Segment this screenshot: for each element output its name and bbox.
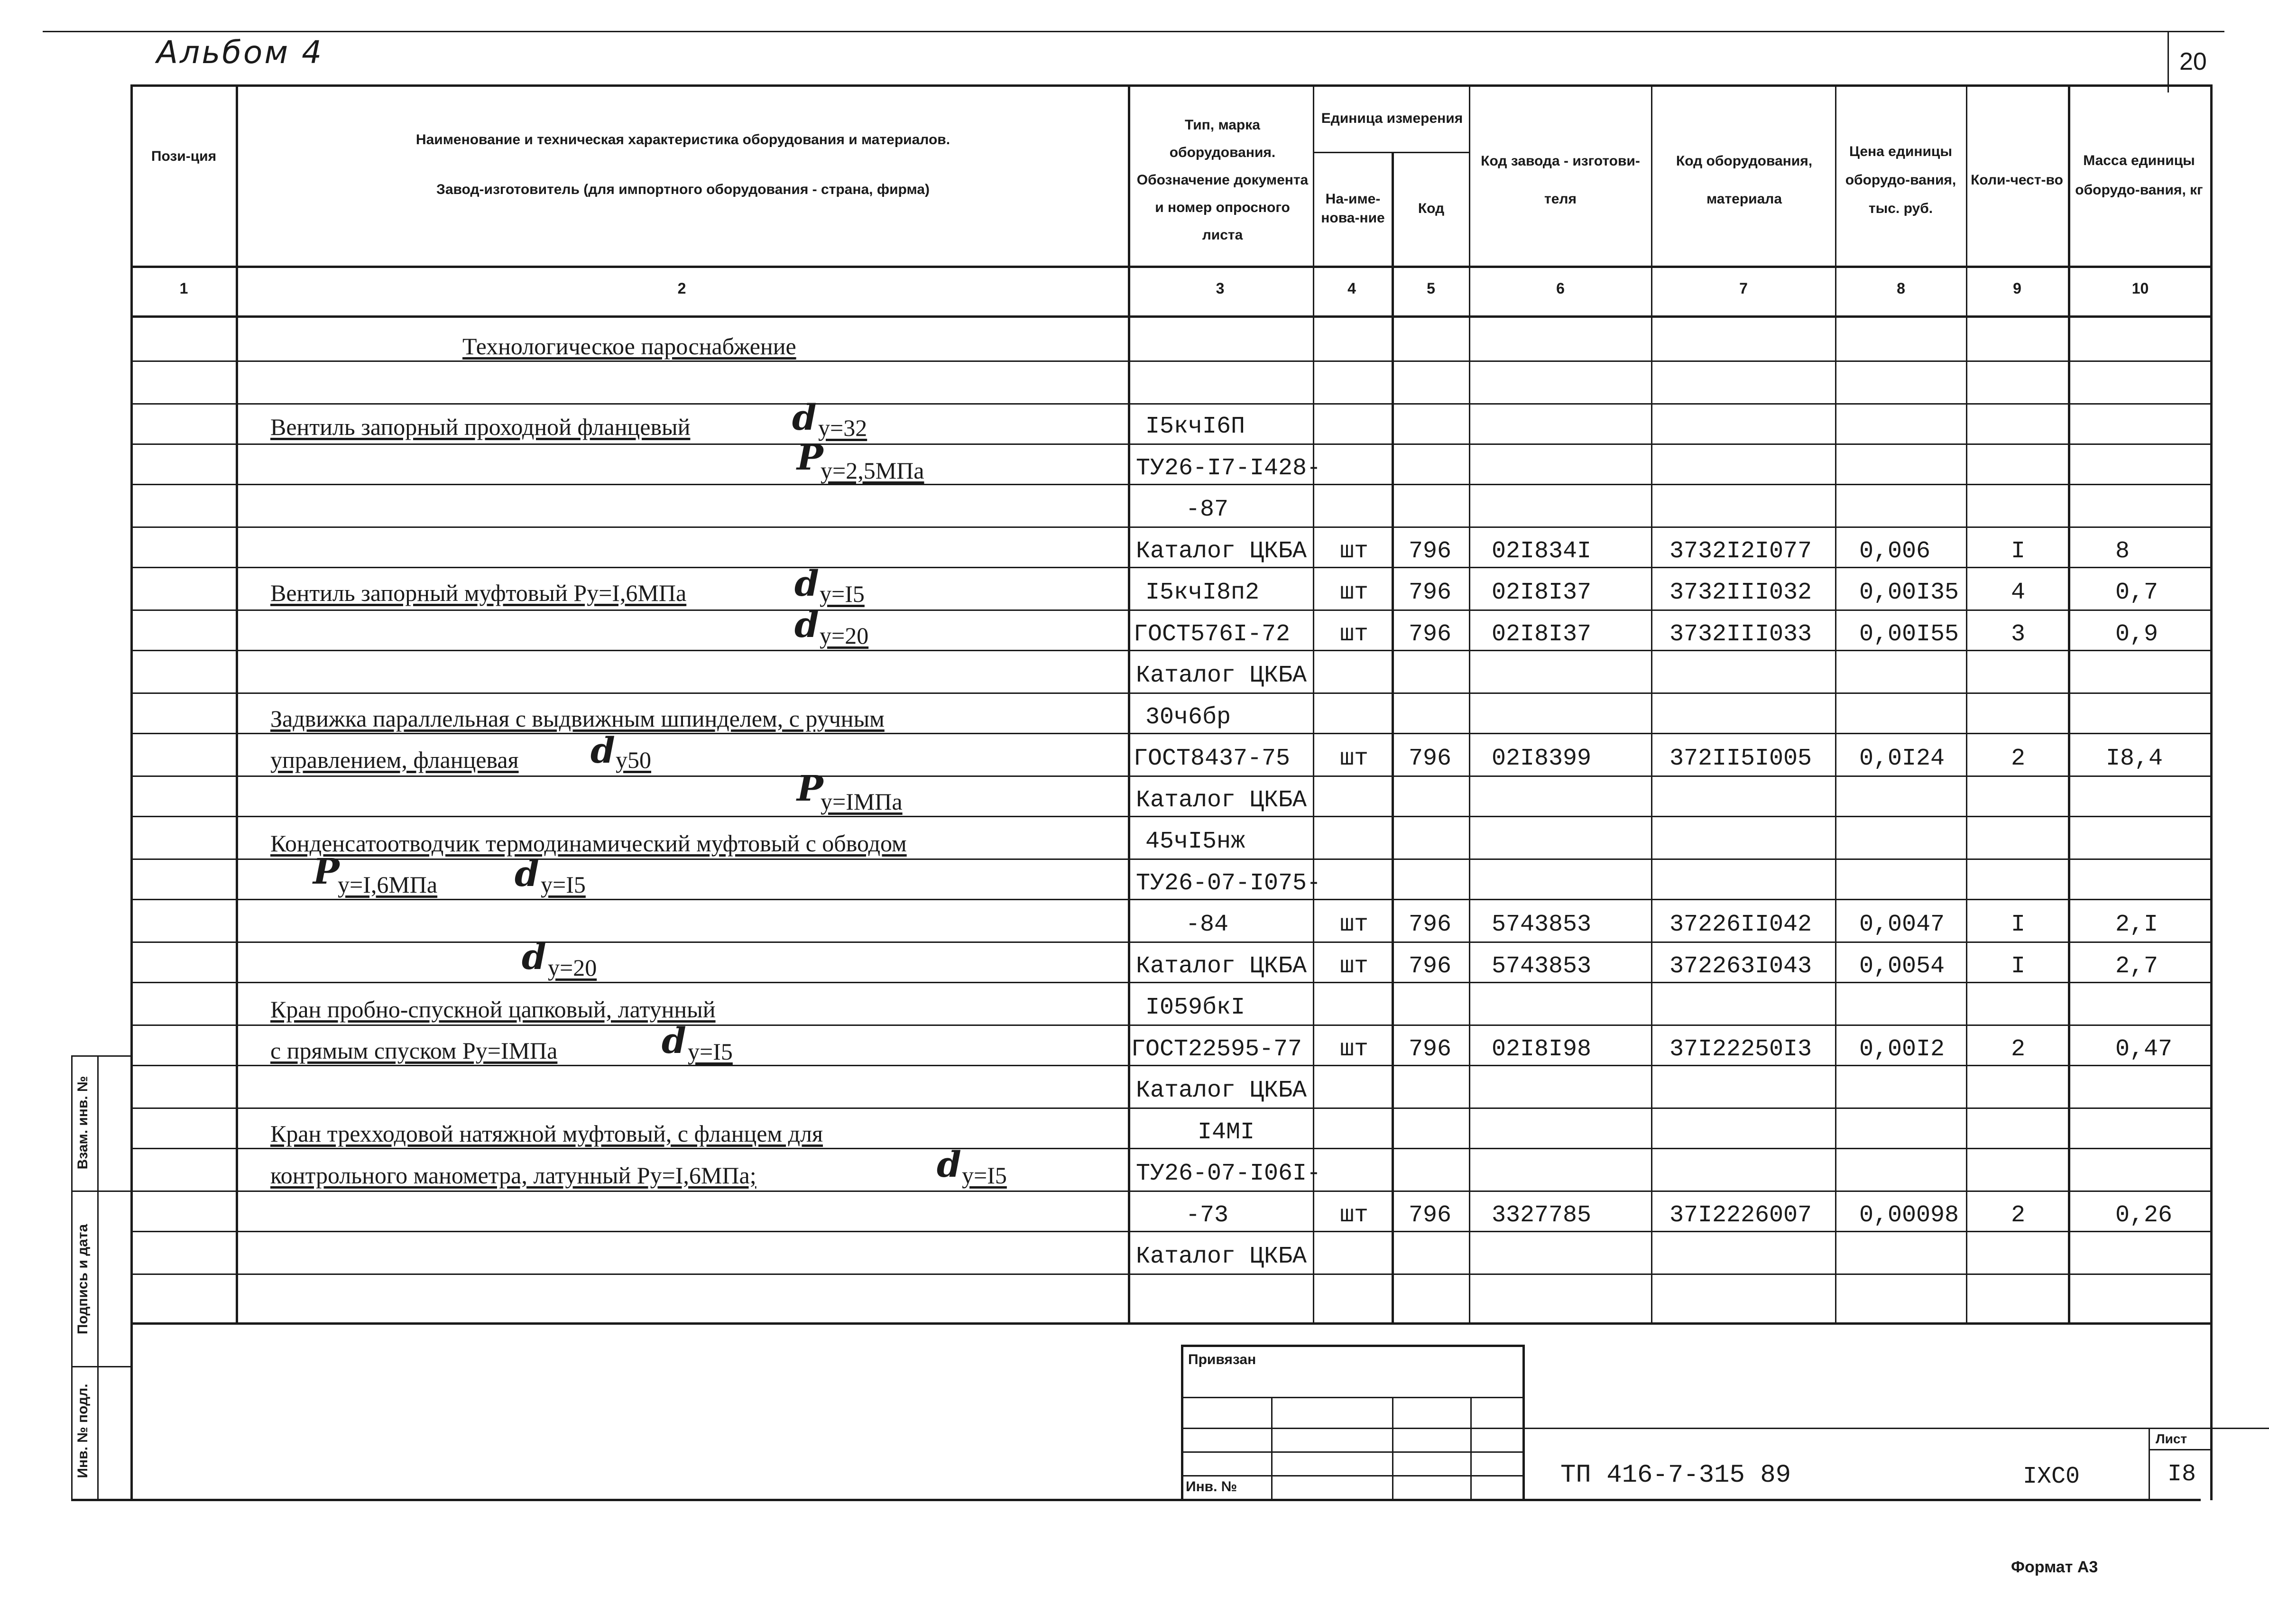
unit-code-cell: 796: [1409, 621, 1452, 648]
factory-code-cell: 02I8I37: [1492, 621, 1592, 648]
type-cell: -84: [1186, 911, 1229, 938]
equipment-code-cell: 3732III032: [1669, 579, 1812, 606]
unit-cell: шт: [1340, 579, 1369, 606]
item-description: Вентиль запорный проходной фланцевый: [270, 414, 691, 440]
stamp-inv-label: Инв. №: [1186, 1479, 1237, 1495]
unit-code-cell: 796: [1409, 953, 1452, 980]
mass-cell: 0,9: [2115, 621, 2158, 648]
quantity-cell: 4: [2011, 579, 2026, 606]
type-cell: Каталог ЦКБА: [1136, 787, 1307, 814]
type-cell: 45чI5нж: [1145, 828, 1245, 855]
mass-cell: 0,26: [2115, 1202, 2173, 1229]
item-parameter: у=32: [818, 415, 867, 441]
item-description: Кран трехходовой натяжной муфтовый, с фланцем для: [270, 1120, 823, 1147]
unit-cell: шт: [1340, 953, 1369, 980]
quantity-cell: 2: [2011, 1202, 2026, 1229]
price-cell: 0,0047: [1859, 911, 1945, 938]
price-cell: 0,006: [1859, 538, 1931, 565]
item-description: Вентиль запорный муфтовый Ру=I,6МПа: [270, 580, 687, 606]
type-cell: Каталог ЦКБА: [1136, 1243, 1307, 1270]
type-cell: 30ч6бр: [1145, 704, 1231, 731]
unit-code-cell: 796: [1409, 745, 1452, 772]
item-description: с прямым спуском Ру=IМПа: [270, 1037, 558, 1064]
quantity-cell: I: [2011, 911, 2026, 938]
type-cell: ТУ26-I7-I428-: [1136, 455, 1321, 482]
item-description: Конденсатоотводчик термодинамический муфтовый с обводом: [270, 830, 907, 857]
side-label-replacement: Взам. инв. №: [75, 1076, 91, 1170]
d-symbol: d: [792, 397, 817, 438]
price-cell: 0,00I35: [1859, 579, 1959, 606]
unit-cell: шт: [1340, 745, 1369, 772]
equipment-code-cell: 37I2226007: [1669, 1202, 1812, 1229]
equipment-code-cell: 3732I2I077: [1669, 538, 1812, 565]
price-cell: 0,00I55: [1859, 621, 1959, 648]
header-type: Тип, марка оборудования. Обозначение документа и номер опросного листа: [1136, 117, 1309, 243]
type-cell: I4МI: [1198, 1119, 1255, 1146]
header-quantity: Коли-чест-во: [1971, 172, 2063, 188]
quantity-cell: 3: [2011, 621, 2026, 648]
mass-cell: 2,I: [2115, 911, 2158, 938]
item-parameter: у=I5: [541, 871, 586, 898]
mass-cell: 8: [2115, 538, 2130, 565]
col-number: 10: [2131, 280, 2149, 297]
type-cell: -73: [1186, 1202, 1229, 1229]
col-number: 4: [1347, 280, 1356, 297]
header-mass: Масса единицы оборудо-вания, кг: [2075, 153, 2203, 198]
item-parameter: у=I5: [820, 581, 865, 607]
col-number: 7: [1739, 280, 1748, 297]
unit-cell: шт: [1340, 911, 1369, 938]
col-number: 3: [1216, 280, 1225, 297]
mass-cell: 0,47: [2115, 1036, 2173, 1063]
type-cell: ТУ26-07-I06I-: [1136, 1160, 1321, 1187]
unit-code-cell: 796: [1409, 1202, 1452, 1229]
quantity-cell: I: [2011, 953, 2026, 980]
item-parameter: у=2,5МПа: [821, 457, 924, 484]
type-cell: I059бкI: [1145, 994, 1245, 1021]
side-label-signature: Подпись и дата: [75, 1224, 91, 1335]
header-position: Пози-ция: [151, 148, 217, 164]
item-description: контрольного манометра, латунный Ру=I,6МПа;: [270, 1162, 756, 1189]
price-cell: 0,0054: [1859, 953, 1945, 980]
d-symbol: d: [937, 1144, 961, 1185]
header-unit-group: Единица измерения: [1321, 111, 1463, 126]
d-symbol: d: [515, 854, 539, 895]
factory-code-cell: 3327785: [1492, 1202, 1592, 1229]
unit-code-cell: 796: [1409, 579, 1452, 606]
factory-code-cell: 02I8399: [1492, 745, 1592, 772]
item-parameter: у=I,6МПа: [338, 871, 438, 898]
item-description: Задвижка параллельная с выдвижным шпинделем, с ручным: [270, 705, 885, 732]
type-cell: Каталог ЦКБА: [1136, 1077, 1307, 1104]
item-parameter: у=IМПа: [821, 788, 903, 815]
p-symbol: P: [797, 768, 823, 809]
item-parameter: у=I5: [962, 1162, 1007, 1189]
format-label: Формат А3: [2011, 1558, 2098, 1576]
mass-cell: 2,7: [2115, 953, 2158, 980]
sheet-number: I8: [2168, 1461, 2196, 1488]
equipment-code-cell: 372II5I005: [1669, 745, 1812, 772]
header-name-line1: Наименование и техническая характеристика оборудования и материалов.: [415, 132, 950, 148]
factory-code-cell: 02I8I37: [1492, 579, 1592, 606]
price-cell: 0,0I24: [1859, 745, 1945, 772]
unit-code-cell: 796: [1409, 911, 1452, 938]
sheet-label: Лист: [2156, 1431, 2187, 1446]
type-cell: Каталог ЦКБА: [1136, 538, 1307, 565]
factory-code-cell: 02I834I: [1492, 538, 1592, 565]
price-cell: 0,00I2: [1859, 1036, 1945, 1063]
mass-cell: 0,7: [2115, 579, 2158, 606]
col-number: 5: [1427, 280, 1435, 297]
factory-code-cell: 02I8I98: [1492, 1036, 1592, 1063]
section-title: Технологическое пароснабжение: [462, 333, 796, 360]
price-cell: 0,00098: [1859, 1202, 1959, 1229]
d-symbol: d: [662, 1021, 686, 1061]
header-name-line2: Завод-изготовитель (для импортного оборудования - страна, фирма): [436, 182, 930, 197]
type-cell: ТУ26-07-I075-: [1136, 870, 1321, 897]
mass-cell: I8,4: [2106, 745, 2163, 772]
type-cell: ГОСТ22595-77: [1131, 1036, 1302, 1063]
quantity-cell: I: [2011, 538, 2026, 565]
type-cell: ГОСТ8437-75: [1134, 745, 1291, 772]
type-cell: I5кчI6П: [1145, 413, 1245, 440]
section-code: IXC0: [2023, 1463, 2080, 1490]
p-symbol: P: [313, 851, 340, 892]
item-parameter: у=20: [548, 954, 597, 981]
unit-cell: шт: [1340, 1202, 1369, 1229]
col-number: 9: [2013, 280, 2021, 297]
equipment-code-cell: 372263I043: [1669, 953, 1812, 980]
equipment-code-cell: 37226II042: [1669, 911, 1812, 938]
type-cell: I5кчI8п2: [1145, 579, 1260, 606]
col-number: 8: [1897, 280, 1905, 297]
unit-cell: шт: [1340, 621, 1369, 648]
unit-cell: шт: [1340, 1036, 1369, 1063]
quantity-cell: 2: [2011, 745, 2026, 772]
unit-code-cell: 796: [1409, 1036, 1452, 1063]
type-cell: -87: [1186, 496, 1229, 523]
side-label-inventory: Инв. № подл.: [75, 1384, 91, 1478]
header-factory-code: Код завода - изготови-теля: [1481, 153, 1640, 207]
unit-cell: шт: [1340, 538, 1369, 565]
stamp-bound-label: Привязан: [1188, 1352, 1256, 1367]
unit-code-cell: 796: [1409, 538, 1452, 565]
col-number: 1: [179, 280, 188, 297]
corner-sheet-number: 20: [2179, 48, 2207, 75]
d-symbol: d: [794, 563, 819, 604]
header-equipment-code: Код оборудования, материала: [1676, 153, 1813, 207]
header-price: Цена единицы оборудо-вания, тыс. руб.: [1845, 144, 1956, 216]
factory-code-cell: 5743853: [1492, 953, 1592, 980]
d-symbol: d: [590, 730, 615, 771]
equipment-code-cell: 3732III033: [1669, 621, 1812, 648]
item-parameter: у50: [616, 747, 651, 773]
quantity-cell: 2: [2011, 1036, 2026, 1063]
header-unit-code: Код: [1418, 201, 1445, 216]
d-symbol: d: [794, 605, 819, 646]
item-description: управлением, фланцевая: [270, 747, 519, 773]
col-number: 2: [677, 280, 686, 297]
factory-code-cell: 5743853: [1492, 911, 1592, 938]
item-description: Кран пробно-спускной цапковый, латунный: [270, 996, 716, 1023]
item-parameter: у=20: [820, 622, 869, 649]
col-number: 6: [1556, 280, 1565, 297]
type-cell: Каталог ЦКБА: [1136, 662, 1307, 689]
album-label: Альбом 4: [157, 34, 324, 71]
p-symbol: P: [797, 437, 823, 478]
item-parameter: у=I5: [688, 1038, 733, 1065]
document-code: ТП 416-7-315 89: [1560, 1461, 1791, 1490]
header-unit-name: На-име-нова-ние: [1321, 191, 1385, 226]
d-symbol: d: [522, 937, 546, 978]
type-cell: ГОСТ576I-72: [1134, 621, 1291, 648]
type-cell: Каталог ЦКБА: [1136, 953, 1307, 980]
equipment-code-cell: 37I22250I3: [1669, 1036, 1812, 1063]
